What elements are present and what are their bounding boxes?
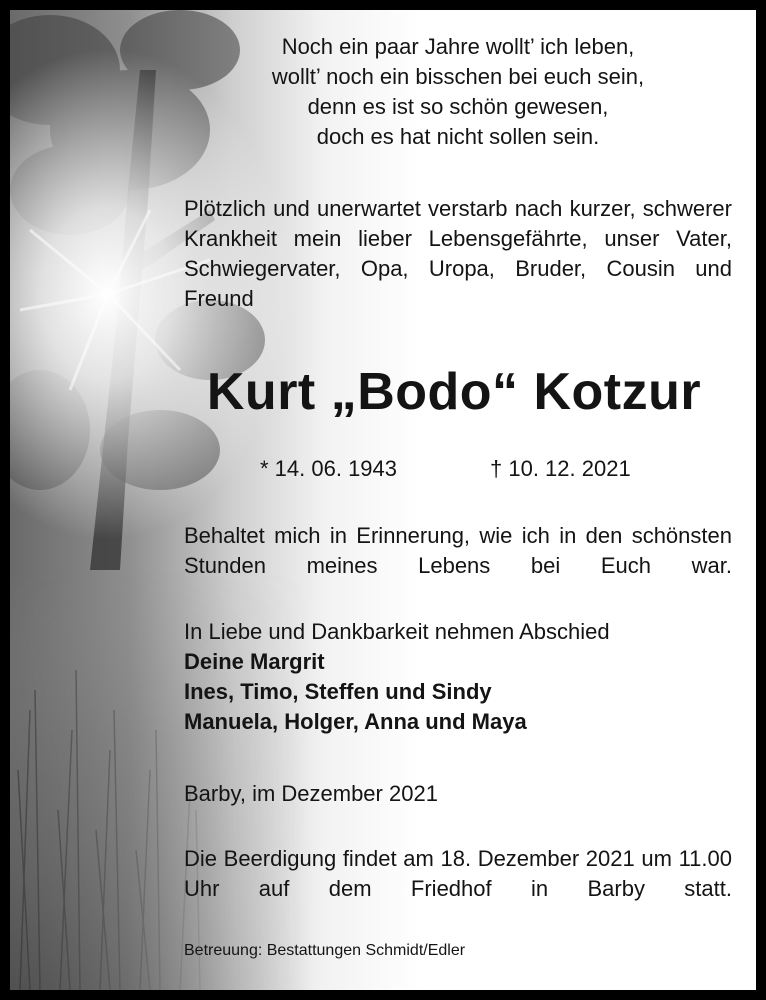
death-date: † 10. 12. 2021 (490, 456, 631, 481)
death-announcement: Plötzlich und unerwartet verstarb nach kurzer, schwerer Krankheit mein lieber Lebensgefährte, unser Vater, Schwiegervater, Opa, Uropa, Bruder, Cousin und Freund (184, 196, 732, 311)
poem-line: wollt’ noch ein bisschen bei euch sein, (271, 64, 645, 89)
mourner-line: Manuela, Holger, Anna und Maya (184, 709, 527, 734)
farewell-line: In Liebe und Dankbarkeit nehmen Abschied (184, 619, 610, 644)
mourner-line: Deine Margrit (184, 649, 325, 674)
birth-date: * 14. 06. 1943 (260, 456, 398, 481)
obituary-notice (10, 10, 756, 990)
undertaker-credit: Betreuung: Bestattungen Schmidt/Edler (184, 942, 466, 959)
memorial-poem (228, 32, 688, 152)
funeral-info: Die Beerdigung findet am 18. Dezember 2021 um 11.00 Uhr auf dem Friedhof in Barby statt. (184, 846, 732, 901)
place-and-date: Barby, im Dezember 2021 (184, 781, 438, 806)
poem-line: doch es hat nicht sollen sein. (316, 124, 600, 149)
remembrance-quote: Behaltet mich in Erinnerung, wie ich in den schönsten Stunden meines Lebens bei Euch war. (184, 523, 732, 578)
notice-text (10, 10, 756, 990)
mourners-block (184, 617, 732, 737)
poem-line: Noch ein paar Jahre wollt’ ich leben, (281, 34, 635, 59)
mourner-line: Ines, Timo, Steffen und Sindy (184, 679, 492, 704)
poem-line: denn es ist so schön gewesen, (307, 94, 609, 119)
deceased-name: Kurt „Bodo“ Kotzur (206, 363, 702, 421)
